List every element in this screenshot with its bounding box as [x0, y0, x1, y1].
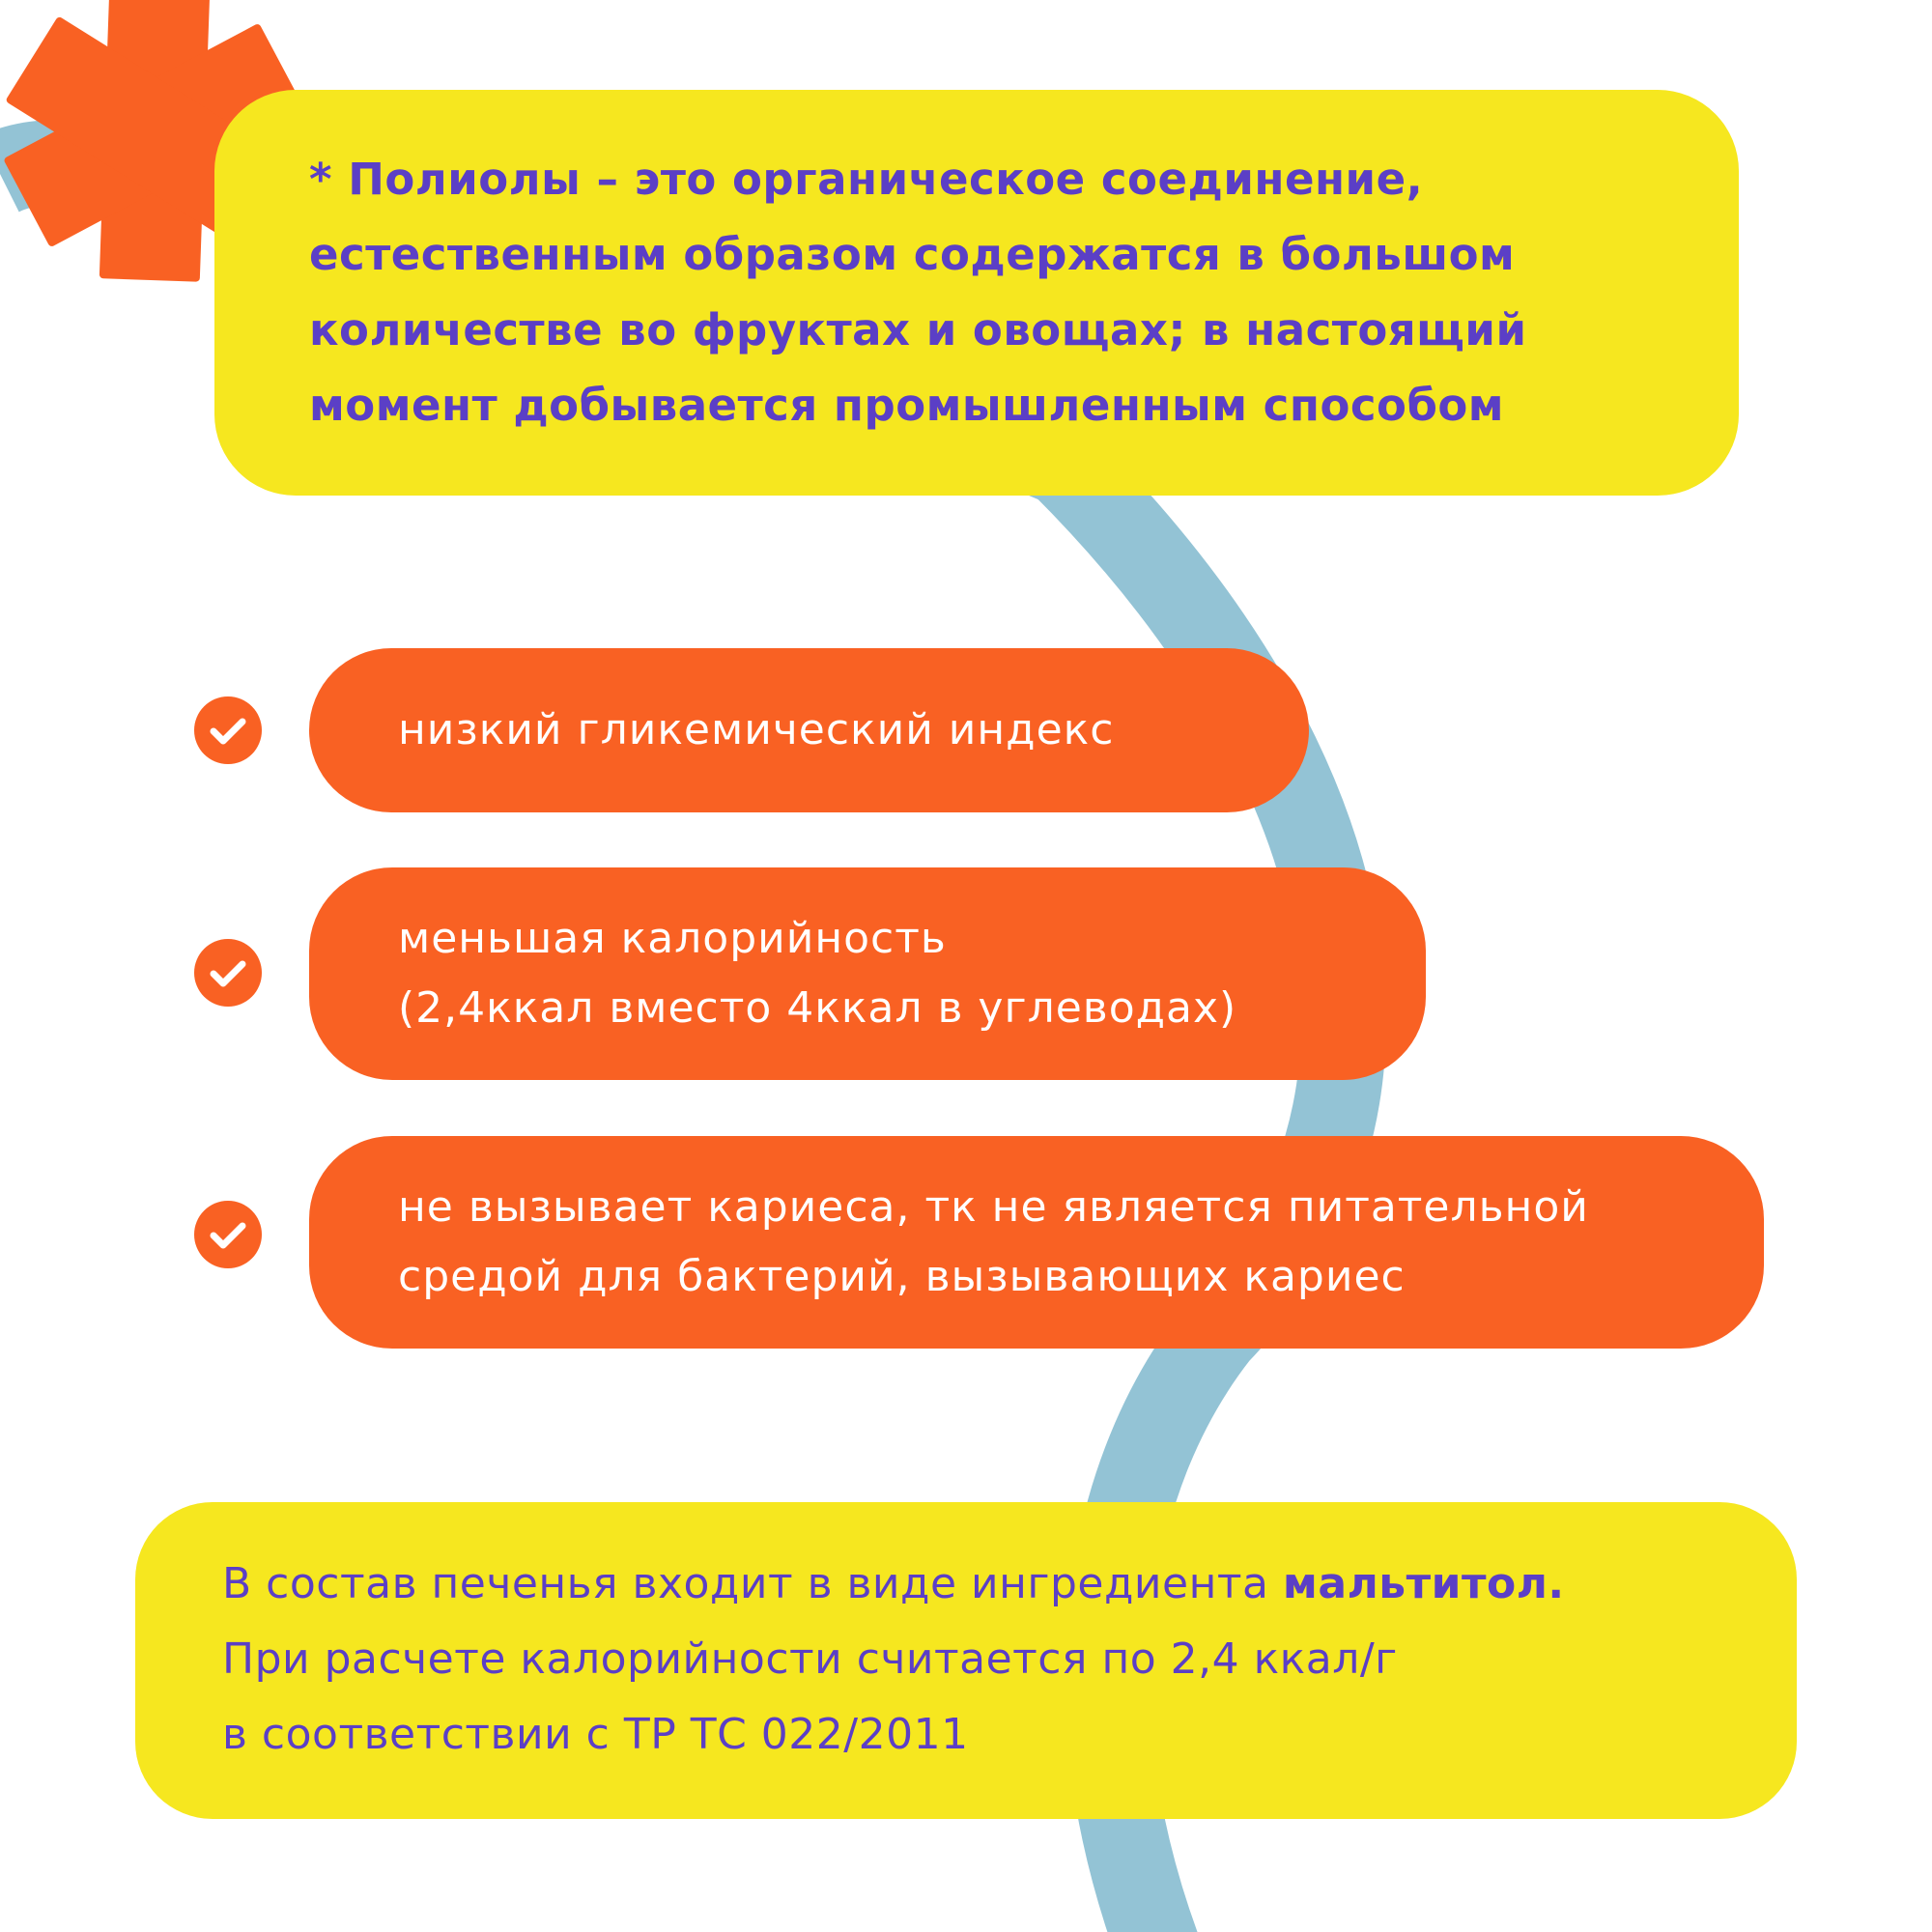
definition-line-2: естественным образом содержатся в большом [309, 229, 1516, 280]
check-circle-icon [194, 1201, 262, 1268]
benefit-no-caries [309, 1136, 1764, 1349]
info-line-2: При расчете калорийности считается по 2,4 ккал/г [222, 1634, 1398, 1684]
benefit-text: средой для бактерий, вызывающих кариес [398, 1252, 1406, 1301]
info-line-1 [222, 1547, 1739, 1622]
benefit-text: меньшая калорийность [398, 914, 947, 963]
benefit-lower-calories [309, 867, 1426, 1080]
definition-line-4: момент добывается промышленным способом [309, 380, 1505, 431]
info-line-3: в соответствии с ТР ТС 022/2011 [222, 1710, 969, 1759]
benefit-text: низкий гликемический индекс [398, 705, 1115, 754]
check-circle-icon [194, 939, 262, 1007]
info-line-1-text: В состав печенья входит в виде ингредиента [222, 1559, 1283, 1608]
definition-line-1: * Полиолы – это органическое соединение, [309, 154, 1424, 205]
maltitol-info-card [135, 1502, 1797, 1819]
check-circle-icon [194, 696, 262, 764]
benefit-text: не вызывает кариеса, тк не является питательной [398, 1182, 1589, 1232]
maltitol-highlight: мальтитол. [1282, 1559, 1565, 1608]
polyols-definition-card [214, 90, 1739, 496]
benefit-low-glycemic-index [309, 648, 1309, 812]
benefit-text: (2,4ккал вместо 4ккал в углеводах) [398, 983, 1237, 1033]
definition-line-3: количестве во фруктах и овощах; в настоящий [309, 304, 1527, 355]
